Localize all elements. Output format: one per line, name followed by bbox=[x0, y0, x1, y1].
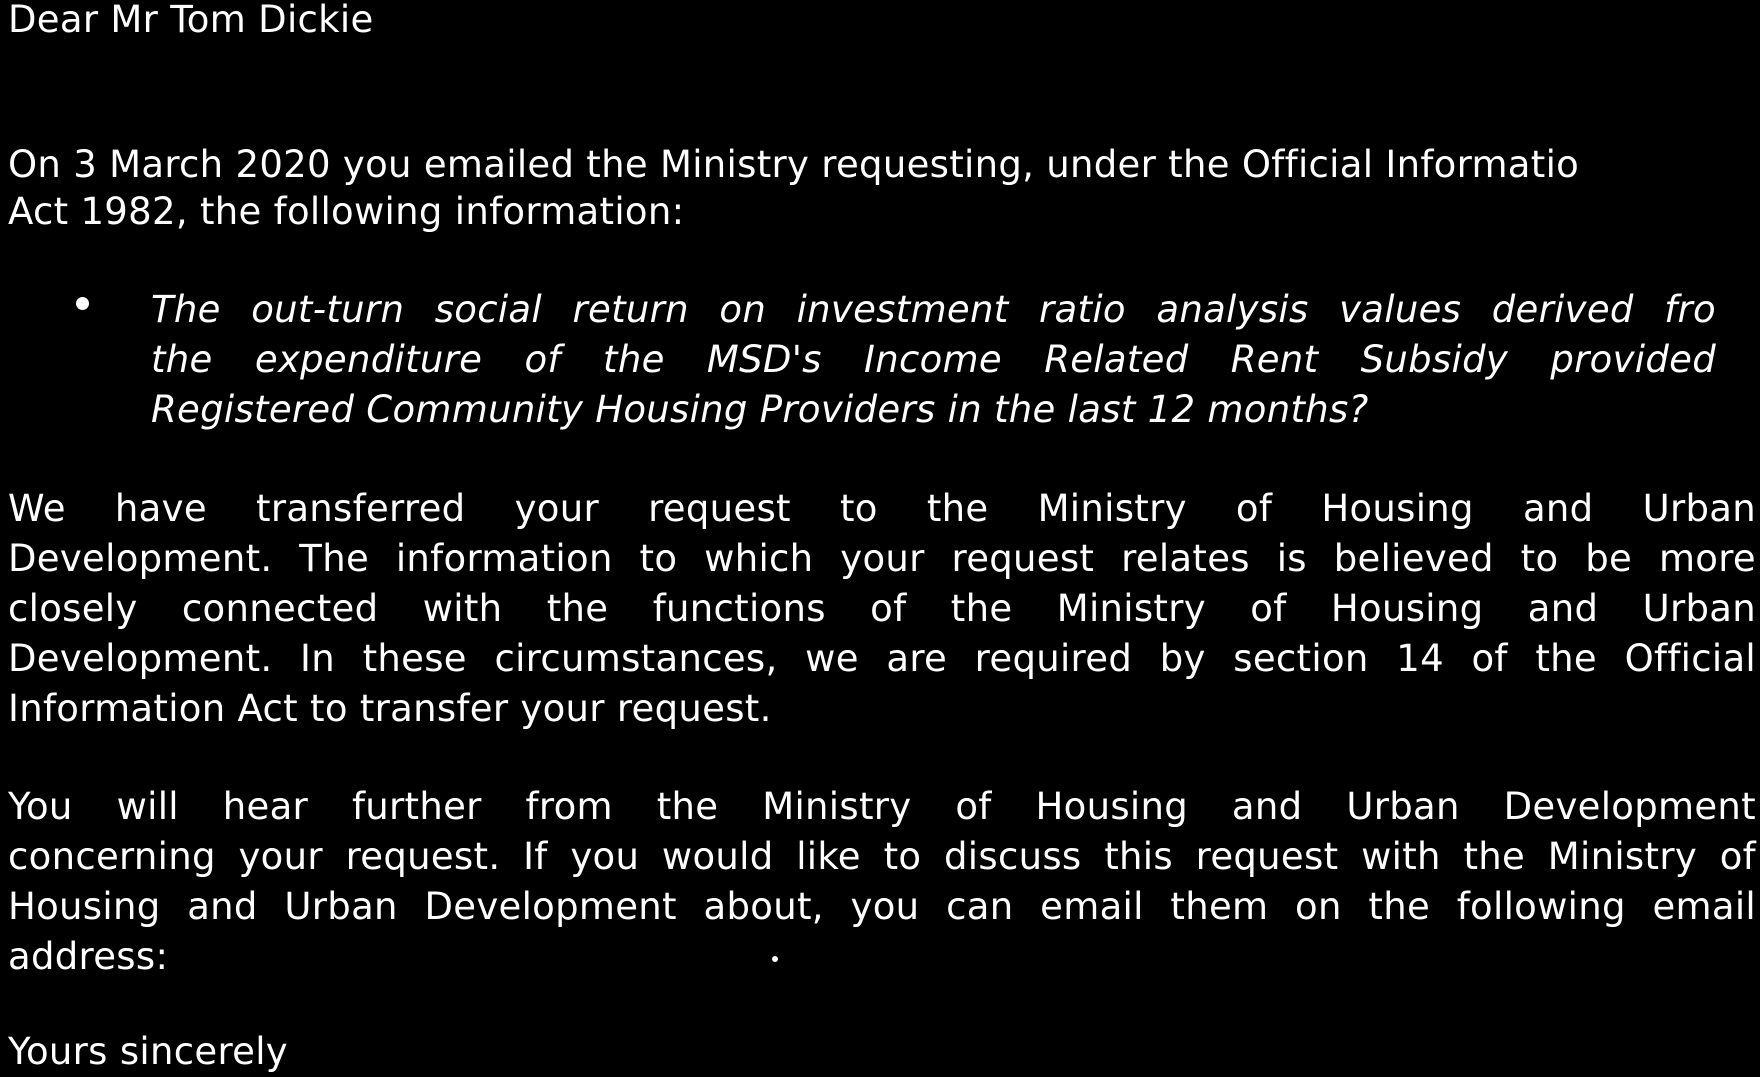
transfer-line-1: We have transferred your request to the Ministry of Housing and Urban bbox=[8, 487, 1756, 530]
transfer-line-4: Development. In these circumstances, we are required by section 14 of the Official bbox=[8, 637, 1756, 680]
closing: Yours sincerely bbox=[8, 1030, 288, 1073]
intro-line-1: On 3 March 2020 you emailed the Ministry requesting, under the Official Informatio bbox=[8, 143, 1580, 186]
request-item-line-1: The out-turn social return on investment ratio analysis values derived fro bbox=[151, 288, 1716, 331]
bullet-icon bbox=[76, 297, 89, 310]
intro-line-2: Act 1982, the following information: bbox=[8, 190, 685, 233]
salutation: Dear Mr Tom Dickie bbox=[8, 0, 374, 41]
transfer-line-2: Development. The information to which your request relates is believed to be more bbox=[8, 537, 1756, 580]
contact-line-4: address: bbox=[8, 935, 169, 978]
contact-line-2: concerning your request. If you would like to discuss this request with the Ministry of bbox=[8, 835, 1756, 878]
contact-line-1: You will hear further from the Ministry of Housing and Urban Development bbox=[8, 785, 1756, 828]
transfer-line-3: closely connected with the functions of the Ministry of Housing and Urban bbox=[8, 587, 1756, 630]
contact-line-3: Housing and Urban Development about, you can email them on the following email bbox=[8, 885, 1756, 928]
request-item-line-2: the expenditure of the MSD's Income Related Rent Subsidy provided bbox=[151, 338, 1716, 381]
letter-body bbox=[8, 0, 1756, 1076]
transfer-line-5: Information Act to transfer your request. bbox=[8, 687, 772, 730]
redacted-email-period bbox=[772, 956, 778, 962]
request-item-line-3: Registered Community Housing Providers in the last 12 months? bbox=[151, 388, 1369, 431]
